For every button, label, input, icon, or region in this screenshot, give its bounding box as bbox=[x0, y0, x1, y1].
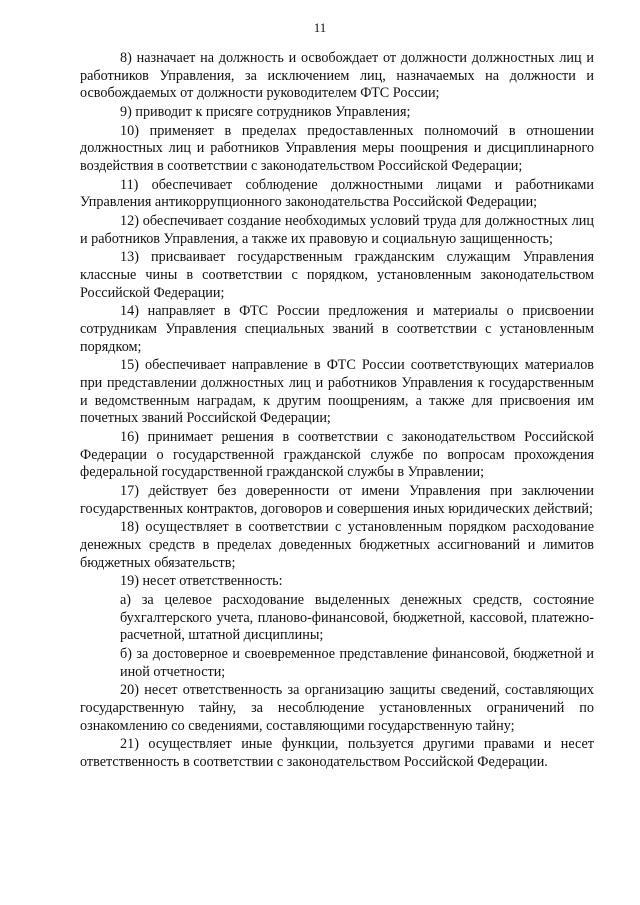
paragraph-item-9: 9) приводит к присяге сотрудников Управления; bbox=[120, 103, 411, 120]
paragraph-item-15: 15) обеспечивает направление в ФТС России соответствующих материалов при представлении должностных лиц и работников Управления к государственным и ведомственным наградам, к другим поощрениям, а также для присвоения им почетных званий Российской Федерации; bbox=[80, 357, 594, 427]
paragraph-item-14: 14) направляет в ФТС России предложения и материалы о присвоении сотрудникам Управления специальных званий в соответствии с установленным порядком; bbox=[80, 303, 594, 355]
paragraph-item-16: 16) принимает решения в соответствии с законодательством Российской Федерации о государственной гражданской службе по вопросам прохождения федеральной государственной гражданской службы в Управлении; bbox=[80, 428, 594, 481]
paragraph-item-10: 10) применяет в пределах предоставленных полномочий в отношении должностных лиц и работников Управления меры поощрения и дисциплинарного воздействия в соответствии с законодательством Российской Федерации; bbox=[80, 122, 594, 174]
paragraph-item-18: 18) осуществляет в соответствии с установленным порядком расходование денежных средств в пределах доведенных бюджетных ассигнований и лимитов бюджетных обязательств; bbox=[80, 519, 594, 571]
paragraph-item-13: 13) присваивает государственным гражданским служащим Управления классные чины в соответствии с порядком, установленным законодательством Российской Федерации; bbox=[80, 249, 594, 301]
paragraph-item-12: 12) обеспечивает создание необходимых условий труда для должностных лиц и работников Управления, а также их правовую и социальную защищенность; bbox=[80, 213, 594, 247]
paragraph-subitem-a: а) за целевое расходование выделенных денежных средств, состояние бухгалтерского учета, планово-финансовой, бюджетной, кассовой, платежно-расчетной, штатной дисциплины; bbox=[120, 592, 594, 644]
paragraph-item-21: 21) осуществляет иные функции, пользуется другими правами и несет ответственность в соответствии с законодательством Российской Федерации. bbox=[80, 736, 594, 770]
paragraph-item-17: 17) действует без доверенности от имени Управления при заключении государственных контрактов, договоров и совершения иных юридических действий; bbox=[80, 482, 594, 517]
document-body bbox=[80, 50, 594, 773]
paragraph-item-8: 8) назначает на должность и освобождает от должности должностных лиц и работников Управления, за исключением лиц, назначаемых на должности и освобождаемых от должности руководителем ФТС России; bbox=[80, 50, 594, 102]
paragraph-item-11: 11) обеспечивает соблюдение должностными лицами и работниками Управления антикоррупционного законодательства Российской Федерации; bbox=[80, 176, 594, 211]
paragraph-item-19: 19) несет ответственность: bbox=[120, 573, 283, 590]
page-number: 11 bbox=[313, 20, 327, 35]
paragraph-item-20: 20) несет ответственность за организацию защиты сведений, составляющих государственную тайну, за несоблюдение установленных ограничений по ознакомлению со сведениями, составляющими государственную тайну; bbox=[80, 682, 594, 734]
paragraph-subitem-b: б) за достоверное и своевременное представление финансовой, бюджетной и иной отчетности; bbox=[120, 646, 594, 680]
